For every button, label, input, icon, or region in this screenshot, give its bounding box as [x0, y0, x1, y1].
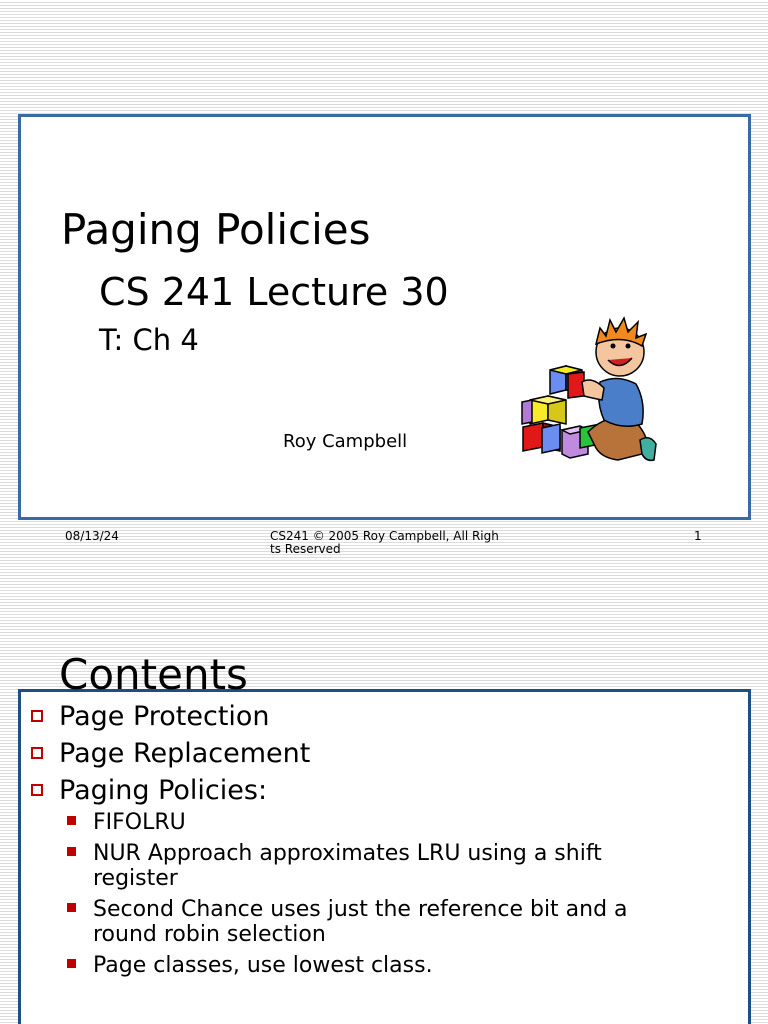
sub-bullet-text: NUR Approach approximates LRU using a shift register [93, 841, 602, 891]
sub-bullet-text: FIFOLRU [93, 810, 186, 835]
lecture-subtitle: CS 241 Lecture 30 [99, 270, 449, 314]
solid-square-bullet-icon [67, 903, 76, 912]
hollow-square-bullet-icon [31, 784, 43, 796]
footer-copyright: CS241 © 2005 Roy Campbell, All Rights Reserved [270, 529, 499, 556]
sub-list-item [59, 897, 693, 947]
slide-1 [18, 114, 751, 520]
contents-list [29, 700, 729, 984]
sub-list [59, 810, 729, 978]
hollow-square-bullet-icon [31, 710, 43, 722]
list-item [29, 774, 729, 978]
slide-title: Paging Policies [61, 205, 371, 254]
sub-list-item [59, 810, 693, 835]
hollow-square-bullet-icon [31, 747, 43, 759]
solid-square-bullet-icon [67, 847, 76, 856]
list-item [29, 737, 729, 771]
slide-2 [18, 689, 751, 1024]
bullet-text: Page Replacement [59, 738, 311, 769]
footer-page-number: 1 [694, 529, 702, 543]
chapter-subtitle: T: Ch 4 [99, 323, 199, 357]
sub-bullet-text: Page classes, use lowest class. [93, 953, 433, 978]
list-item [29, 700, 729, 734]
solid-square-bullet-icon [67, 959, 76, 968]
sub-list-item [59, 953, 693, 978]
sub-list-item [59, 841, 693, 891]
contents-title: Contents [59, 650, 248, 699]
sub-bullet-text: Second Chance uses just the reference bit and a round robin selection [93, 897, 628, 947]
bullet-text: Page Protection [59, 701, 270, 732]
author-name: Roy Campbell [283, 431, 408, 452]
bullet-text: Paging Policies: [59, 775, 268, 806]
footer-date: 08/13/24 [65, 529, 119, 543]
solid-square-bullet-icon [67, 816, 76, 825]
boy-building-blocks-icon [518, 312, 663, 467]
